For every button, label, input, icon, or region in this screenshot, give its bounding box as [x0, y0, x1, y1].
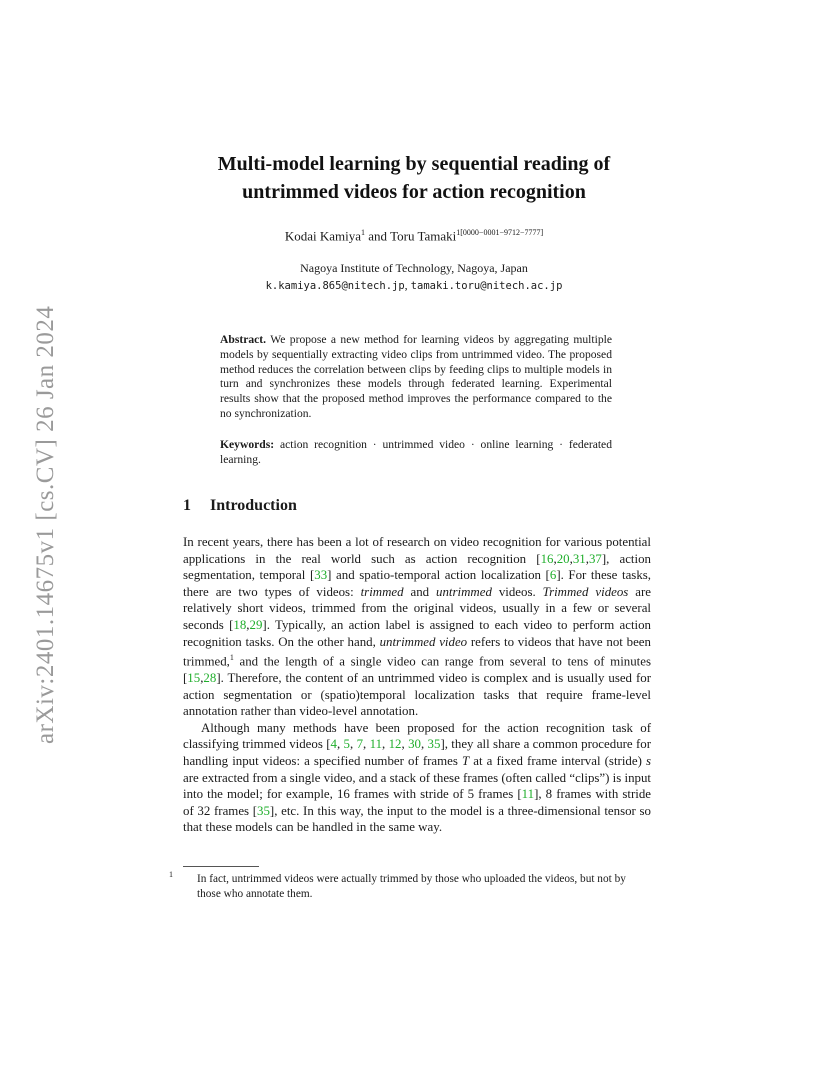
text-run: ]. Therefore, the content of an untrimmed video is complex and is usually used for action segmentation or (spatio)temporal localization tasks that require frame-level annotation rather than video-level annotation.	[183, 671, 651, 719]
math-variable: s	[645, 754, 651, 769]
text-run: In recent years, there has been a lot of research on video recognition for various potential applications in the real world such as action recognition [	[183, 535, 651, 566]
citation-link[interactable]: 11	[369, 737, 383, 752]
citation-link[interactable]: 20	[556, 551, 570, 566]
abstract-label: Abstract.	[220, 333, 267, 346]
citation-link[interactable]: 16	[540, 551, 554, 566]
text-run: refers to videos that have not been trimmed,	[183, 634, 651, 669]
citation-link[interactable]: 35	[257, 803, 270, 818]
text-run: ] and spatio-temporal action localization [	[327, 568, 550, 583]
citation-link[interactable]: 29	[249, 617, 263, 632]
title-line-2: untrimmed videos for action recognition	[242, 181, 586, 203]
citation-link[interactable]: 18	[233, 617, 247, 632]
citation-link[interactable]: 11	[521, 787, 535, 802]
section-number: 1	[183, 497, 191, 514]
arxiv-identifier: arXiv:2401.14675v1 [cs.CV] 26 Jan 2024	[32, 305, 59, 745]
author-name: Kodai Kamiya	[284, 228, 362, 244]
text-run: at a fixed frame interval (stride)	[469, 754, 646, 769]
citation-link[interactable]: 15	[187, 671, 201, 686]
footnote-text: In fact, untrimmed videos were actually trimmed by those who uploaded the videos, but not by those who annotate them.	[197, 873, 626, 900]
citation-link[interactable]: 12	[388, 737, 402, 752]
text-run: and	[403, 584, 437, 599]
section-title: Introduction	[210, 497, 297, 514]
emphasis: trimmed	[360, 584, 404, 599]
text-run: ], action segmentation, temporal [	[183, 551, 651, 583]
paragraph: Although many methods have been proposed for the action recognition task of classifying trimmed videos [4, 5, 7, 11, 12, 30, 35], they all share a common procedure for handling input videos: a specified number of frames T at a fixed frame interval (stride) s are extracted from a single video, and a stack of these frames (often called “clips”) is input into the model; for example, 16 frames with stride of 5 frames [11], 8 frames with stride of 32 frames [35], etc. In this way, the input to the model is a three-dimensional tensor so that these models can be handled in the same way.	[183, 720, 652, 835]
email-link[interactable]: tamaki.toru@nitech.ac.jp	[410, 280, 563, 292]
abstract-text: We propose a new method for learning videos by aggregating multiple models by sequentially extracting video clips from untrimmed video. The proposed method reduces the correlation between clips by feeding clips to multiple models in turn and synchronizes these models through federated learning. Experimental results show that the proposed method improves the performance compared to the no synchronization.	[220, 333, 612, 420]
email-line	[150, 277, 678, 295]
text-run: ]. Typically, an action label is assigned to each video to perform action recognition tasks. On the other hand,	[183, 617, 651, 649]
affiliation: Nagoya Institute of Technology, Nagoya, Japan	[300, 261, 528, 275]
keywords-label: Keywords:	[220, 438, 275, 451]
citation-link[interactable]: 31	[572, 551, 586, 566]
body-text	[183, 534, 651, 836]
text-run: are extracted from a single video, and a stack of these frames (often called “clips”) is input into the model; for example, 16 frames with stride of 5 frames [	[183, 770, 651, 802]
author-orcid-mark: 1[0000−0001−9712−7777]	[456, 228, 544, 237]
abstract	[220, 333, 612, 422]
citation-link[interactable]: 35	[427, 737, 441, 752]
author-name: Toru Tamaki	[390, 228, 457, 244]
keywords-text: action recognition · untrimmed video · online learning · federated learning.	[220, 438, 613, 466]
author-list	[150, 228, 678, 244]
citation-link[interactable]: 5	[343, 737, 350, 752]
title-line-1: Multi-model learning by sequential reading of	[217, 153, 611, 175]
citation-link[interactable]: 7	[356, 737, 364, 752]
text-run: videos.	[491, 584, 543, 599]
text-run: and the length of a single video can range from several to tens of minutes [	[183, 654, 651, 686]
emphasis: untrimmed video	[379, 634, 468, 649]
paragraph: In recent years, there has been a lot of research on video recognition for various potential applications in the real world such as action recognition [16,20,31,37], action segmentation, temporal [33] and spatio-temporal action localization [6]. For these tasks, there are two types of videos: trimmed and untrimmed videos. Trimmed videos are relatively short videos, trimmed from the original videos, usually in a few or several seconds [18,29]. Typically, an action label is assigned to each video to perform action recognition tasks. On the other hand, untrimmed video refers to videos that have not been trimmed,$^1$ and the length of a single video can range from several to tens of minutes [15,28]. Therefore, the content of an untrimmed video is complex and is usually used for action segmentation or (spatio)temporal localization tasks that require frame-level annotation rather than video-level annotation.	[183, 535, 652, 719]
keywords	[220, 438, 612, 468]
math-variable: T	[462, 754, 470, 769]
citation-link[interactable]: 28	[203, 671, 217, 686]
text-run: ], they all share a common procedure for handling input videos: a specified number of frames	[183, 737, 652, 769]
text-run: ], etc. In this way, the input to the model is a three-dimensional tensor so that these models can be handled in the same way.	[183, 803, 651, 835]
citation-link[interactable]: 6	[549, 568, 557, 583]
citation-link[interactable]: 37	[588, 551, 602, 566]
citation-link[interactable]: 4	[330, 737, 337, 752]
email-link[interactable]: k.kamiya.865@nitech.jp	[265, 280, 405, 292]
footnote-ref[interactable]: 1	[229, 653, 234, 663]
text-run: ], 8 frames with stride of 32 frames [	[183, 787, 651, 818]
footnote: 1 In fact, untrimmed videos were actually trimmed by those who uploaded the videos, but not by those who annotate them.	[169, 870, 626, 900]
text-run: are relatively short videos, trimmed from the original videos, usually in a few or several seconds [	[183, 584, 651, 632]
text-run: Although many methods have been proposed for the action recognition task of classifying trimmed videos [	[183, 720, 651, 752]
email-separator: ,	[404, 278, 411, 292]
citation-link[interactable]: 33	[314, 568, 328, 583]
author-affiliation-mark: 1	[361, 228, 366, 237]
author-conjunction: and	[368, 228, 388, 244]
emphasis: untrimmed	[436, 584, 492, 599]
affiliation-block	[150, 260, 678, 295]
text-run: ]. For these tasks, there are two types of videos:	[183, 568, 652, 599]
paper-title	[150, 150, 678, 206]
emphasis: Trimmed videos	[542, 584, 629, 599]
section-heading	[183, 497, 643, 515]
footnote-rule	[183, 866, 259, 867]
citation-link[interactable]: 30	[408, 737, 421, 752]
